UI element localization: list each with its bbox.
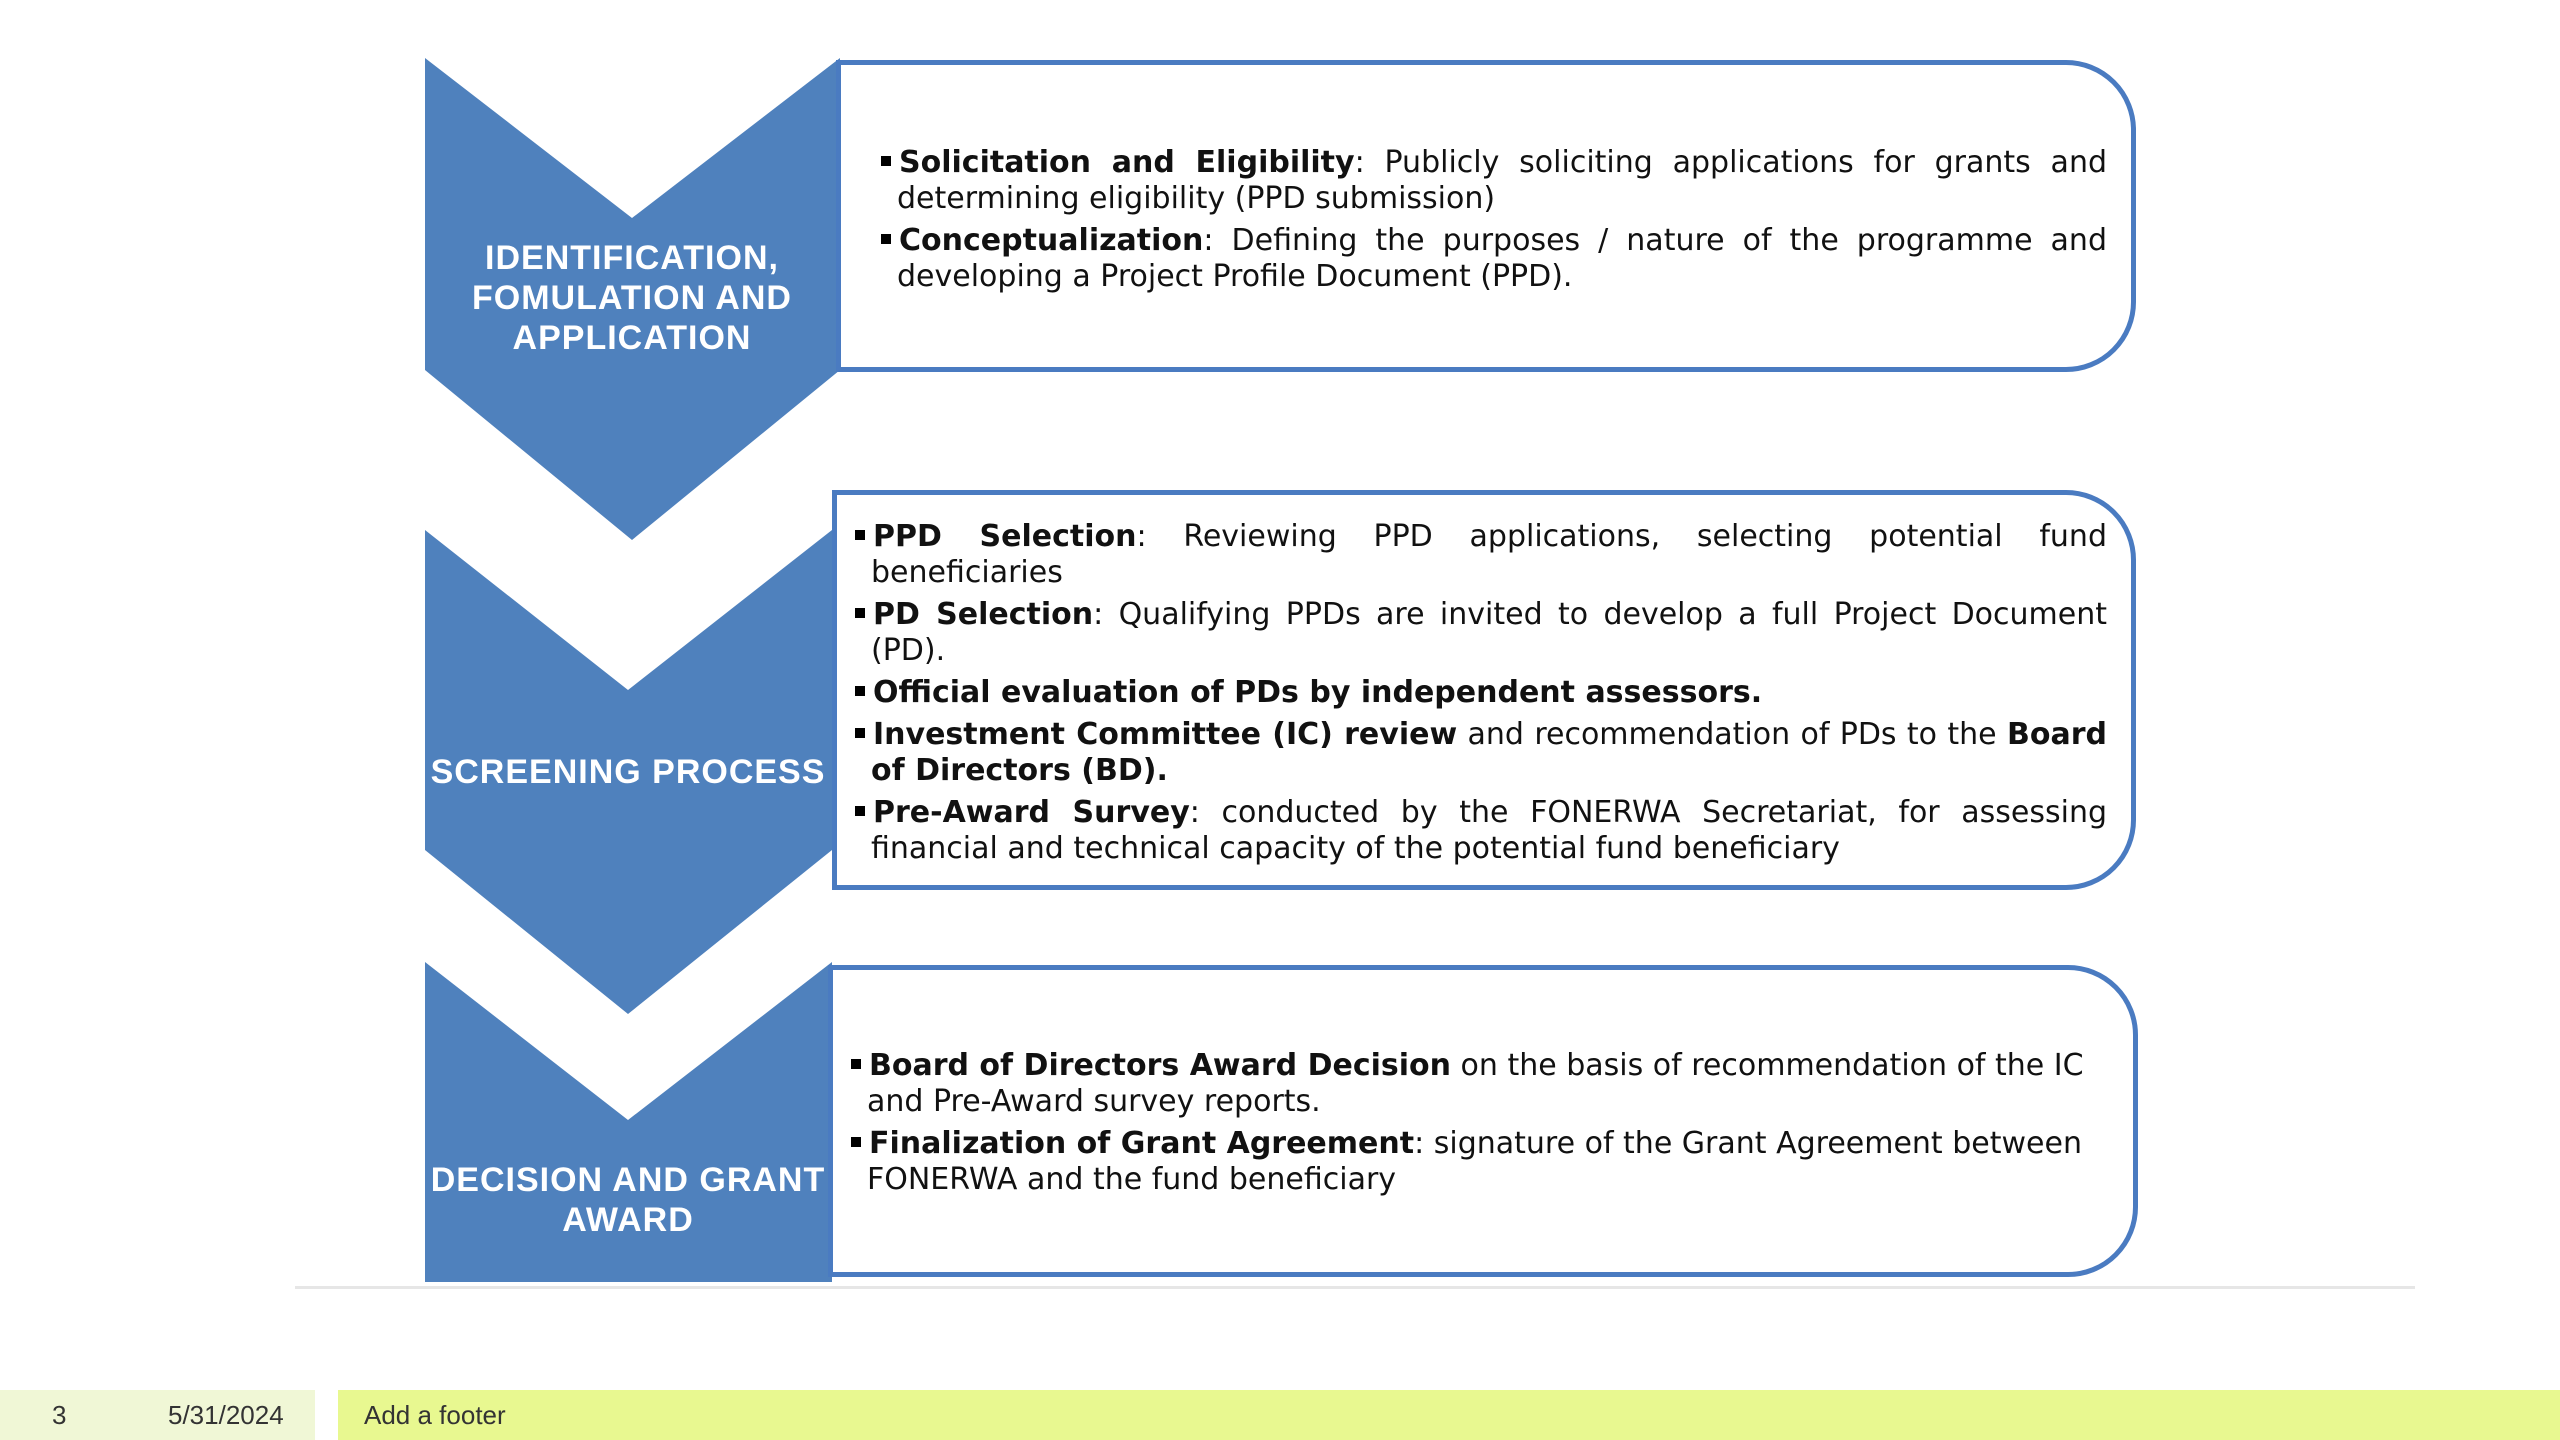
bullet-marker bbox=[851, 1059, 861, 1069]
bullet-investment-committee: Investment Committee (IC) review and recommendation of PDs to the Board of Directors (BD). bbox=[855, 717, 2107, 789]
bullet-pd-selection: PD Selection: Qualifying PPDs are invited to develop a full Project Document (PD). bbox=[855, 597, 2107, 669]
stage-label-identification: IDENTIFICATION, FOMULATION AND APPLICATION bbox=[472, 239, 792, 357]
footer-bar bbox=[0, 1390, 2560, 1440]
bullet-ppd-selection: PPD Selection: Reviewing PPD applications, selecting potential fund beneficiaries bbox=[855, 519, 2107, 591]
bullet-pre-award-survey: Pre-Award Survey: conducted by the FONERWA Secretariat, for assessing financial and technical capacity of the potential fund beneficiary bbox=[855, 795, 2107, 867]
bullet-marker bbox=[855, 728, 865, 738]
bullet-marker bbox=[855, 806, 865, 816]
slide-number: 3 bbox=[52, 1400, 67, 1430]
stage-2-bullet-list bbox=[855, 519, 2107, 867]
stage-3-bullet-list bbox=[851, 1048, 2103, 1198]
footer-date: 5/31/2024 bbox=[168, 1400, 284, 1430]
stage-1-description-box bbox=[836, 60, 2136, 372]
stage-label-screening: SCREENING PROCESS bbox=[430, 753, 826, 791]
bullet-board-decision: Board of Directors Award Decision on the basis of recommendation of the IC and Pre-Award survey reports. bbox=[851, 1048, 2103, 1120]
bullet-marker bbox=[881, 234, 891, 244]
bullet-marker bbox=[851, 1137, 861, 1147]
bullet-marker bbox=[855, 530, 865, 540]
footer-left-panel bbox=[0, 1390, 315, 1440]
footer-right-panel[interactable] bbox=[338, 1390, 2560, 1440]
stage-2-description-box bbox=[832, 490, 2136, 890]
bullet-marker bbox=[855, 686, 865, 696]
footer-text[interactable]: Add a footer bbox=[364, 1400, 506, 1430]
separator-line bbox=[295, 1286, 2415, 1289]
stage-label-decision: DECISION AND GRANT AWARD bbox=[430, 1161, 826, 1239]
bullet-official-evaluation: Official evaluation of PDs by independent assessors. bbox=[855, 675, 2107, 711]
bullet-solicitation: Solicitation and Eligibility: Publicly soliciting applications for grants and determining eligibility (PPD submission) bbox=[881, 145, 2107, 217]
bullet-marker bbox=[881, 156, 891, 166]
bullet-grant-agreement: Finalization of Grant Agreement: signature of the Grant Agreement between FONERWA and the fund beneficiary bbox=[851, 1126, 2103, 1198]
bullet-conceptualization: Conceptualization: Defining the purposes / nature of the programme and developing a Project Profile Document (PPD). bbox=[881, 223, 2107, 295]
stage-1-bullet-list bbox=[881, 145, 2107, 295]
bullet-marker bbox=[855, 608, 865, 618]
stage-3-description-box bbox=[828, 965, 2138, 1277]
